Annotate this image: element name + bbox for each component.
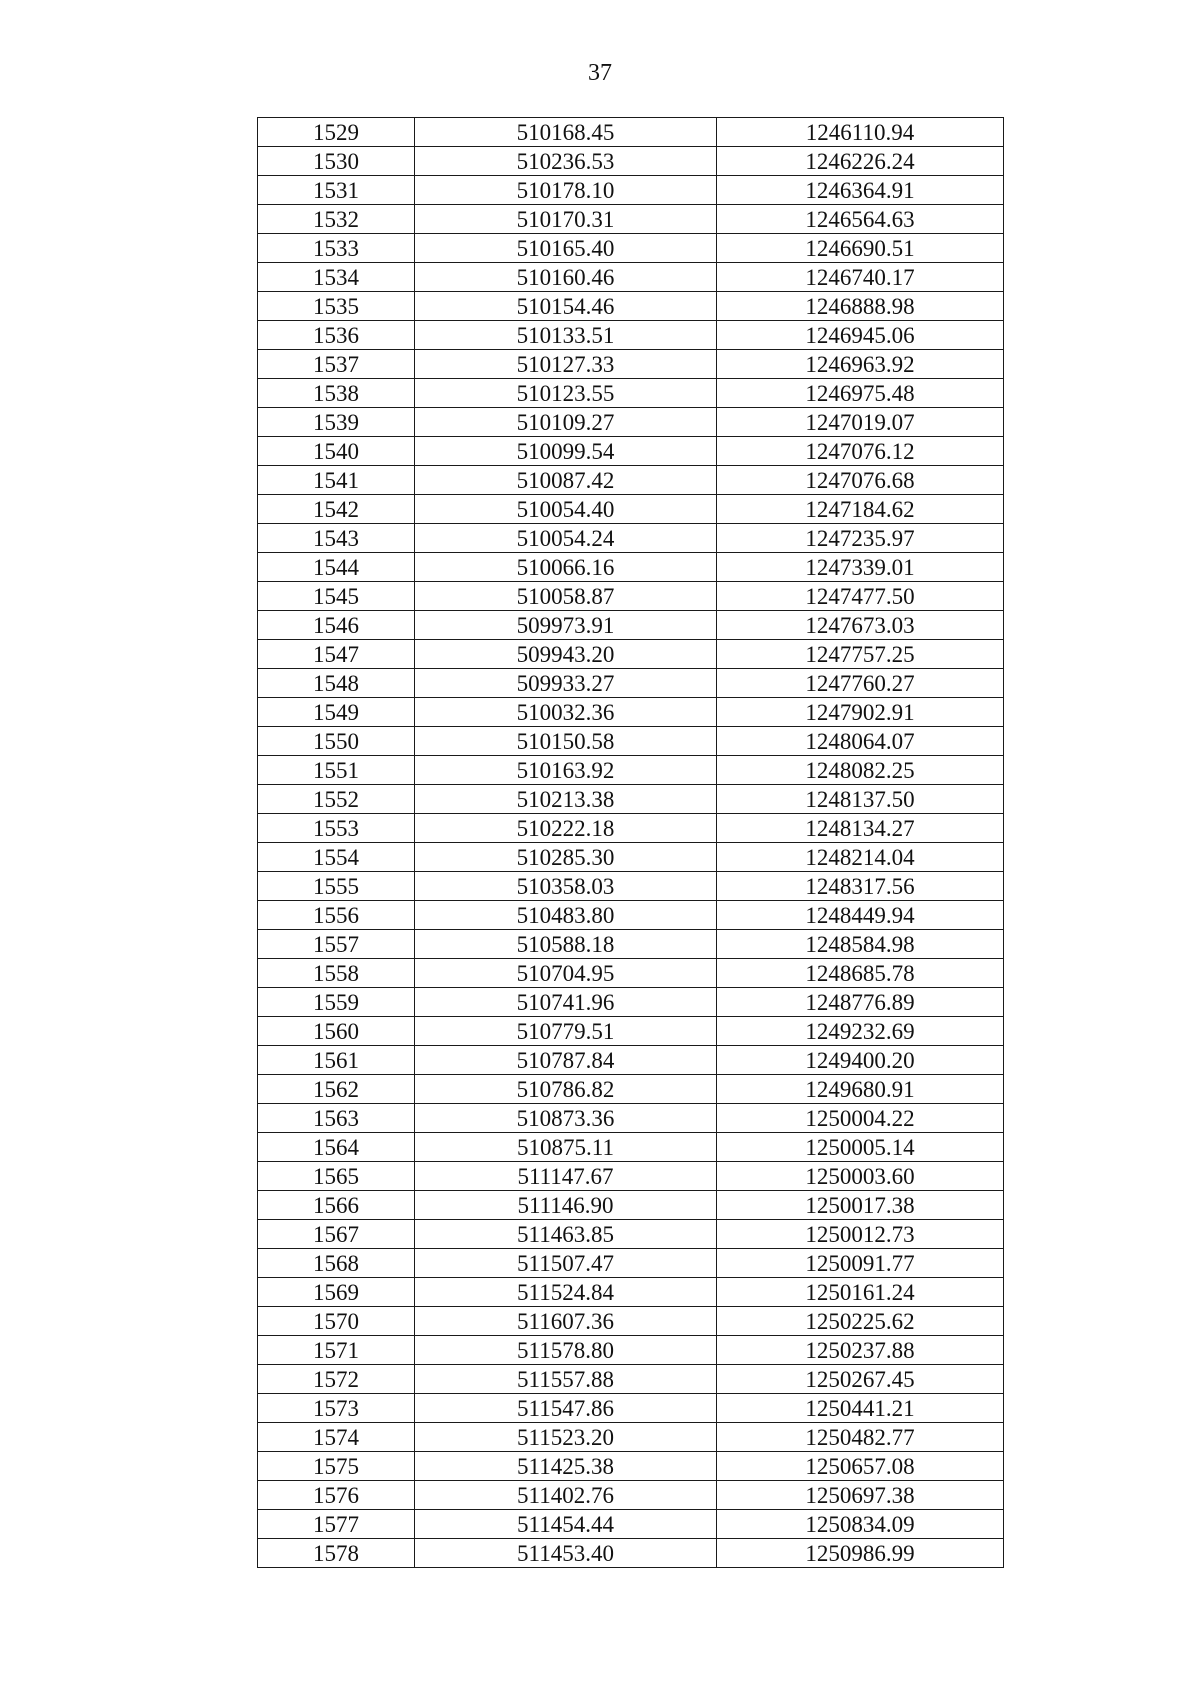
table-row <box>258 959 1004 988</box>
x-coordinate-cell: 511507.47 <box>415 1249 717 1278</box>
y-coordinate-cell: 1247076.68 <box>717 466 1004 495</box>
y-coordinate-cell: 1250267.45 <box>717 1365 1004 1394</box>
y-coordinate-cell: 1246888.98 <box>717 292 1004 321</box>
y-coordinate-cell: 1247477.50 <box>717 582 1004 611</box>
point-number-cell: 1572 <box>258 1365 415 1394</box>
point-number-cell: 1548 <box>258 669 415 698</box>
x-coordinate-cell: 509933.27 <box>415 669 717 698</box>
table-row <box>258 437 1004 466</box>
y-coordinate-cell: 1250225.62 <box>717 1307 1004 1336</box>
table-row <box>258 1539 1004 1568</box>
table-row <box>258 176 1004 205</box>
table-row <box>258 611 1004 640</box>
x-coordinate-cell: 510032.36 <box>415 698 717 727</box>
coordinates-table-body <box>258 118 1004 1568</box>
x-coordinate-cell: 510127.33 <box>415 350 717 379</box>
y-coordinate-cell: 1250657.08 <box>717 1452 1004 1481</box>
point-number-cell: 1539 <box>258 408 415 437</box>
y-coordinate-cell: 1250834.09 <box>717 1510 1004 1539</box>
table-row <box>258 785 1004 814</box>
x-coordinate-cell: 510178.10 <box>415 176 717 205</box>
coordinates-table <box>257 117 1004 1568</box>
point-number-cell: 1559 <box>258 988 415 1017</box>
point-number-cell: 1532 <box>258 205 415 234</box>
y-coordinate-cell: 1247019.07 <box>717 408 1004 437</box>
y-coordinate-cell: 1247760.27 <box>717 669 1004 698</box>
point-number-cell: 1536 <box>258 321 415 350</box>
y-coordinate-cell: 1250482.77 <box>717 1423 1004 1452</box>
x-coordinate-cell: 511453.40 <box>415 1539 717 1568</box>
y-coordinate-cell: 1250441.21 <box>717 1394 1004 1423</box>
y-coordinate-cell: 1248064.07 <box>717 727 1004 756</box>
x-coordinate-cell: 511402.76 <box>415 1481 717 1510</box>
y-coordinate-cell: 1247184.62 <box>717 495 1004 524</box>
x-coordinate-cell: 511463.85 <box>415 1220 717 1249</box>
table-row <box>258 1336 1004 1365</box>
x-coordinate-cell: 510099.54 <box>415 437 717 466</box>
point-number-cell: 1554 <box>258 843 415 872</box>
y-coordinate-cell: 1246740.17 <box>717 263 1004 292</box>
x-coordinate-cell: 511425.38 <box>415 1452 717 1481</box>
point-number-cell: 1573 <box>258 1394 415 1423</box>
point-number-cell: 1565 <box>258 1162 415 1191</box>
table-row <box>258 1481 1004 1510</box>
y-coordinate-cell: 1248317.56 <box>717 872 1004 901</box>
table-row <box>258 118 1004 147</box>
x-coordinate-cell: 511607.36 <box>415 1307 717 1336</box>
x-coordinate-cell: 510222.18 <box>415 814 717 843</box>
point-number-cell: 1538 <box>258 379 415 408</box>
table-row <box>258 698 1004 727</box>
x-coordinate-cell: 510873.36 <box>415 1104 717 1133</box>
x-coordinate-cell: 510213.38 <box>415 785 717 814</box>
table-row <box>258 495 1004 524</box>
x-coordinate-cell: 510704.95 <box>415 959 717 988</box>
y-coordinate-cell: 1247757.25 <box>717 640 1004 669</box>
y-coordinate-cell: 1247076.12 <box>717 437 1004 466</box>
x-coordinate-cell: 510133.51 <box>415 321 717 350</box>
point-number-cell: 1568 <box>258 1249 415 1278</box>
table-row <box>258 1104 1004 1133</box>
point-number-cell: 1571 <box>258 1336 415 1365</box>
y-coordinate-cell: 1250005.14 <box>717 1133 1004 1162</box>
table-row <box>258 1307 1004 1336</box>
table-row <box>258 379 1004 408</box>
y-coordinate-cell: 1250986.99 <box>717 1539 1004 1568</box>
y-coordinate-cell: 1250697.38 <box>717 1481 1004 1510</box>
y-coordinate-cell: 1246226.24 <box>717 147 1004 176</box>
table-row <box>258 1452 1004 1481</box>
x-coordinate-cell: 510058.87 <box>415 582 717 611</box>
x-coordinate-cell: 510285.30 <box>415 843 717 872</box>
table-row <box>258 524 1004 553</box>
point-number-cell: 1567 <box>258 1220 415 1249</box>
y-coordinate-cell: 1248685.78 <box>717 959 1004 988</box>
point-number-cell: 1557 <box>258 930 415 959</box>
point-number-cell: 1574 <box>258 1423 415 1452</box>
point-number-cell: 1533 <box>258 234 415 263</box>
table-row <box>258 1510 1004 1539</box>
y-coordinate-cell: 1247235.97 <box>717 524 1004 553</box>
point-number-cell: 1570 <box>258 1307 415 1336</box>
y-coordinate-cell: 1247673.03 <box>717 611 1004 640</box>
table-row <box>258 872 1004 901</box>
x-coordinate-cell: 510170.31 <box>415 205 717 234</box>
x-coordinate-cell: 510787.84 <box>415 1046 717 1075</box>
point-number-cell: 1529 <box>258 118 415 147</box>
table-row <box>258 292 1004 321</box>
point-number-cell: 1547 <box>258 640 415 669</box>
point-number-cell: 1537 <box>258 350 415 379</box>
x-coordinate-cell: 510087.42 <box>415 466 717 495</box>
x-coordinate-cell: 510165.40 <box>415 234 717 263</box>
x-coordinate-cell: 510786.82 <box>415 1075 717 1104</box>
y-coordinate-cell: 1248082.25 <box>717 756 1004 785</box>
table-row <box>258 1365 1004 1394</box>
point-number-cell: 1545 <box>258 582 415 611</box>
y-coordinate-cell: 1247339.01 <box>717 553 1004 582</box>
y-coordinate-cell: 1249680.91 <box>717 1075 1004 1104</box>
table-row <box>258 553 1004 582</box>
table-row <box>258 350 1004 379</box>
x-coordinate-cell: 510160.46 <box>415 263 717 292</box>
point-number-cell: 1577 <box>258 1510 415 1539</box>
point-number-cell: 1578 <box>258 1539 415 1568</box>
x-coordinate-cell: 510588.18 <box>415 930 717 959</box>
table-row <box>258 1046 1004 1075</box>
x-coordinate-cell: 510154.46 <box>415 292 717 321</box>
x-coordinate-cell: 509973.91 <box>415 611 717 640</box>
page-number: 37 <box>588 60 612 86</box>
point-number-cell: 1564 <box>258 1133 415 1162</box>
point-number-cell: 1544 <box>258 553 415 582</box>
table-row <box>258 727 1004 756</box>
point-number-cell: 1575 <box>258 1452 415 1481</box>
x-coordinate-cell: 510109.27 <box>415 408 717 437</box>
table-row <box>258 466 1004 495</box>
x-coordinate-cell: 510150.58 <box>415 727 717 756</box>
table-row <box>258 1394 1004 1423</box>
point-number-cell: 1550 <box>258 727 415 756</box>
point-number-cell: 1560 <box>258 1017 415 1046</box>
x-coordinate-cell: 511557.88 <box>415 1365 717 1394</box>
point-number-cell: 1551 <box>258 756 415 785</box>
point-number-cell: 1546 <box>258 611 415 640</box>
y-coordinate-cell: 1250012.73 <box>717 1220 1004 1249</box>
y-coordinate-cell: 1248776.89 <box>717 988 1004 1017</box>
x-coordinate-cell: 510123.55 <box>415 379 717 408</box>
table-row <box>258 1075 1004 1104</box>
point-number-cell: 1531 <box>258 176 415 205</box>
x-coordinate-cell: 510779.51 <box>415 1017 717 1046</box>
table-row <box>258 1133 1004 1162</box>
x-coordinate-cell: 511454.44 <box>415 1510 717 1539</box>
y-coordinate-cell: 1246690.51 <box>717 234 1004 263</box>
table-row <box>258 582 1004 611</box>
y-coordinate-cell: 1246963.92 <box>717 350 1004 379</box>
table-row <box>258 756 1004 785</box>
point-number-cell: 1562 <box>258 1075 415 1104</box>
table-row <box>258 1249 1004 1278</box>
y-coordinate-cell: 1250161.24 <box>717 1278 1004 1307</box>
table-row <box>258 1423 1004 1452</box>
table-row <box>258 321 1004 350</box>
point-number-cell: 1566 <box>258 1191 415 1220</box>
y-coordinate-cell: 1246110.94 <box>717 118 1004 147</box>
table-row <box>258 669 1004 698</box>
point-number-cell: 1576 <box>258 1481 415 1510</box>
y-coordinate-cell: 1246975.48 <box>717 379 1004 408</box>
y-coordinate-cell: 1249400.20 <box>717 1046 1004 1075</box>
x-coordinate-cell: 510054.40 <box>415 495 717 524</box>
x-coordinate-cell: 511146.90 <box>415 1191 717 1220</box>
table-row <box>258 1191 1004 1220</box>
x-coordinate-cell: 511578.80 <box>415 1336 717 1365</box>
y-coordinate-cell: 1248214.04 <box>717 843 1004 872</box>
table-row <box>258 640 1004 669</box>
table-row <box>258 205 1004 234</box>
x-coordinate-cell: 510741.96 <box>415 988 717 1017</box>
y-coordinate-cell: 1250003.60 <box>717 1162 1004 1191</box>
x-coordinate-cell: 510066.16 <box>415 553 717 582</box>
y-coordinate-cell: 1248134.27 <box>717 814 1004 843</box>
y-coordinate-cell: 1249232.69 <box>717 1017 1004 1046</box>
point-number-cell: 1543 <box>258 524 415 553</box>
table-row <box>258 930 1004 959</box>
x-coordinate-cell: 509943.20 <box>415 640 717 669</box>
x-coordinate-cell: 510875.11 <box>415 1133 717 1162</box>
x-coordinate-cell: 510483.80 <box>415 901 717 930</box>
point-number-cell: 1552 <box>258 785 415 814</box>
x-coordinate-cell: 511523.20 <box>415 1423 717 1452</box>
x-coordinate-cell: 510168.45 <box>415 118 717 147</box>
x-coordinate-cell: 510054.24 <box>415 524 717 553</box>
y-coordinate-cell: 1247902.91 <box>717 698 1004 727</box>
x-coordinate-cell: 510236.53 <box>415 147 717 176</box>
table-row <box>258 263 1004 292</box>
table-row <box>258 814 1004 843</box>
x-coordinate-cell: 510163.92 <box>415 756 717 785</box>
point-number-cell: 1534 <box>258 263 415 292</box>
table-row <box>258 988 1004 1017</box>
x-coordinate-cell: 511524.84 <box>415 1278 717 1307</box>
table-row <box>258 1162 1004 1191</box>
y-coordinate-cell: 1246945.06 <box>717 321 1004 350</box>
y-coordinate-cell: 1246564.63 <box>717 205 1004 234</box>
x-coordinate-cell: 510358.03 <box>415 872 717 901</box>
point-number-cell: 1535 <box>258 292 415 321</box>
y-coordinate-cell: 1248137.50 <box>717 785 1004 814</box>
point-number-cell: 1558 <box>258 959 415 988</box>
table-row <box>258 1017 1004 1046</box>
table-row <box>258 1220 1004 1249</box>
y-coordinate-cell: 1250237.88 <box>717 1336 1004 1365</box>
x-coordinate-cell: 511147.67 <box>415 1162 717 1191</box>
y-coordinate-cell: 1248449.94 <box>717 901 1004 930</box>
table-row <box>258 408 1004 437</box>
point-number-cell: 1540 <box>258 437 415 466</box>
table-row <box>258 234 1004 263</box>
point-number-cell: 1541 <box>258 466 415 495</box>
point-number-cell: 1563 <box>258 1104 415 1133</box>
y-coordinate-cell: 1246364.91 <box>717 176 1004 205</box>
point-number-cell: 1569 <box>258 1278 415 1307</box>
point-number-cell: 1549 <box>258 698 415 727</box>
x-coordinate-cell: 511547.86 <box>415 1394 717 1423</box>
point-number-cell: 1556 <box>258 901 415 930</box>
y-coordinate-cell: 1248584.98 <box>717 930 1004 959</box>
point-number-cell: 1553 <box>258 814 415 843</box>
point-number-cell: 1542 <box>258 495 415 524</box>
table-row <box>258 901 1004 930</box>
point-number-cell: 1530 <box>258 147 415 176</box>
table-row <box>258 843 1004 872</box>
y-coordinate-cell: 1250017.38 <box>717 1191 1004 1220</box>
table-row <box>258 147 1004 176</box>
y-coordinate-cell: 1250004.22 <box>717 1104 1004 1133</box>
point-number-cell: 1555 <box>258 872 415 901</box>
y-coordinate-cell: 1250091.77 <box>717 1249 1004 1278</box>
point-number-cell: 1561 <box>258 1046 415 1075</box>
table-row <box>258 1278 1004 1307</box>
